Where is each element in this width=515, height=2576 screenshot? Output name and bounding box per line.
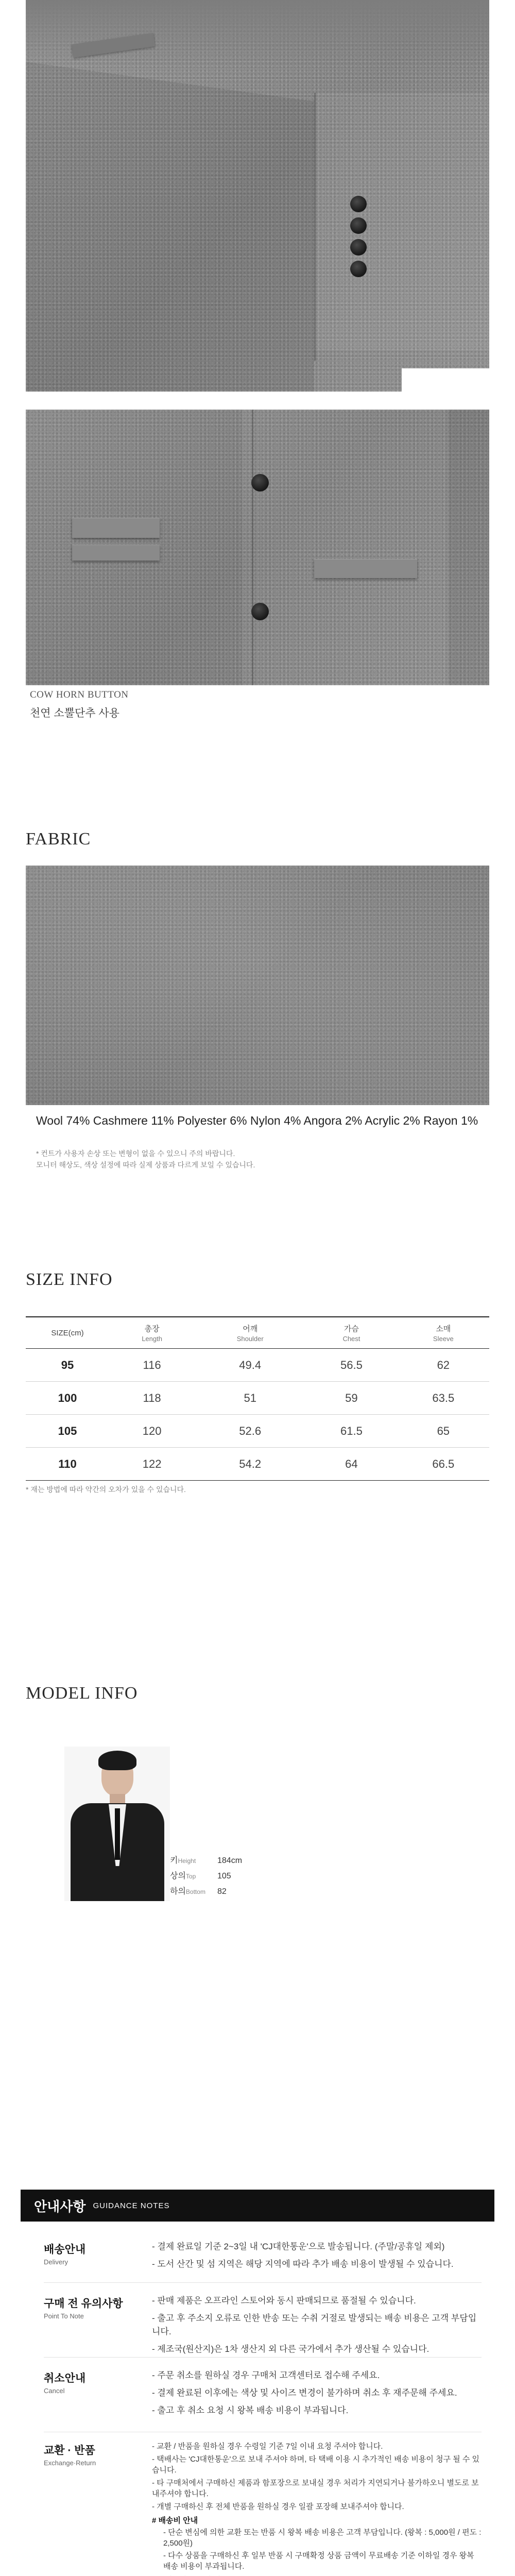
table-row: 105 120 52.6 61.5 65 xyxy=(26,1415,489,1448)
fabric-note-1: * 컨트가 사용자 손상 또는 변형이 없을 수 있으니 주의 바랍니다. xyxy=(36,1149,235,1158)
divider xyxy=(44,2282,482,2283)
size-info-title: SIZE INFO xyxy=(26,1270,113,1289)
fabric-swatch-photo xyxy=(26,866,489,1105)
col-shoulder: 어깨 Shoulder xyxy=(195,1317,305,1349)
table-row: 110 122 54.2 64 66.5 xyxy=(26,1448,489,1481)
size-note: * 재는 방법에 따라 약간의 오차가 있을 수 있습니다. xyxy=(26,1485,186,1494)
divider xyxy=(44,2357,482,2358)
front-pocket-photo xyxy=(26,410,489,685)
col-length: 총장 Length xyxy=(109,1317,195,1349)
guidance-title-en: GUIDANCE NOTES xyxy=(93,2201,170,2210)
exchange-return-heading: 교환 · 반품 Exchange·Return xyxy=(44,2445,96,2467)
guidance-title: 안내사항 xyxy=(34,2198,86,2214)
point-to-note-heading: 구매 전 유의사항 Point To Note xyxy=(44,2298,123,2320)
size-table xyxy=(26,1316,489,1481)
delivery-heading: 배송안내 Delivery xyxy=(44,2244,86,2266)
table-row: 100 118 51 59 63.5 xyxy=(26,1382,489,1415)
button-caption-ko: 천연 소뿔단추 사용 xyxy=(30,707,119,719)
button-caption-en: COW HORN BUTTON xyxy=(30,689,129,700)
col-chest: 가슴 Chest xyxy=(305,1317,397,1349)
guidance-header xyxy=(21,2190,494,2222)
model-bottom: 하의Bottom 82 xyxy=(170,1887,227,1896)
cancel-heading: 취소안내 Cancel xyxy=(44,2372,86,2395)
model-height: 키Height 184cm xyxy=(170,1856,243,1865)
fabric-title: FABRIC xyxy=(26,829,91,849)
fabric-note-2: 모니터 해상도, 색상 설정에 따라 실제 상품과 다르게 보일 수 있습니다. xyxy=(36,1161,255,1169)
cancel-body: - 주문 취소를 원하실 경우 구매처 고객센터로 접수해 주세요. - 결제 완료된 이후에는 색상 및 사이즈 변경이 불가하며 취소 후 재주문해 주세요. - 출고 후 취소 요청 시 왕복 배송 비용이 부과됩니다. xyxy=(152,2370,457,2415)
fabric-composition: Wool 74% Cashmere 11% Polyester 6% Nylon 4% Angora 2% Acrylic 2% Rayon 1% xyxy=(36,1114,478,1127)
delivery-body: - 결제 완료일 기준 2~3일 내 'CJ대한통운'으로 발송됩니다. (주말/공휴일 제외) - 도서 산간 및 섬 지역은 해당 지역에 따라 추가 배송 비용이 발생될 수 있습니다. xyxy=(152,2242,454,2269)
col-size: SIZE(cm) xyxy=(26,1317,109,1349)
model-photo xyxy=(64,1747,170,1901)
shipping-fee-heading: # 배송비 안내 xyxy=(152,2516,198,2525)
size-table-header xyxy=(26,1317,489,1349)
table-row: 95 116 49.4 56.5 62 xyxy=(26,1349,489,1382)
point-to-note-body: - 판매 제품은 오프라인 스토어와 동시 판매되므로 품절될 수 있습니다. - 출고 후 주소지 오류로 인한 반송 또는 수취 거절로 발생되는 배송 비용은 고객 부담입니다. - 제조국(원산지)은 1차 생산지 외 다른 국가에서 추가 생산될 수 있습니다. xyxy=(152,2296,477,2354)
sleeve-detail-photo xyxy=(26,0,489,392)
col-sleeve: 소매 Sleeve xyxy=(398,1317,489,1349)
exchange-return-body: - 교환 / 반품을 원하실 경우 수령일 기준 7일 이내 요청 주셔야 합니다. - 택배사는 'CJ대한통운'으로 보내 주셔야 하며, 타 택배 이용 시 추가적인 배송 비용이 청구 될 수 있습니다. - 타 구매처에서 구매하신 제품과 함포장으로 보내실 경우 처리가 지연되거나 불가하오니 별도로 보내주셔야 합니다. - 개별 구매하신 후 전체 반품을 원하실 경우 일괄 포장해 보내주셔야 합니다. # 배송비 안내 - 단순 변심에 의한 교환 또는 반품 시 왕복 배송 비용은 고객 부담입니다. (왕복 : 5,000원 / 편도 : 2,500원) - 다수 상품을 구매하신 후 일부 반품 시 구매확정 상품 금액이 무료배송 기준 이하일 경우 왕복 배송 비용이 부과됩니다. xyxy=(152,2441,482,2576)
model-info-title: MODEL INFO xyxy=(26,1684,138,1703)
model-top: 상의Top 105 xyxy=(170,1872,231,1880)
